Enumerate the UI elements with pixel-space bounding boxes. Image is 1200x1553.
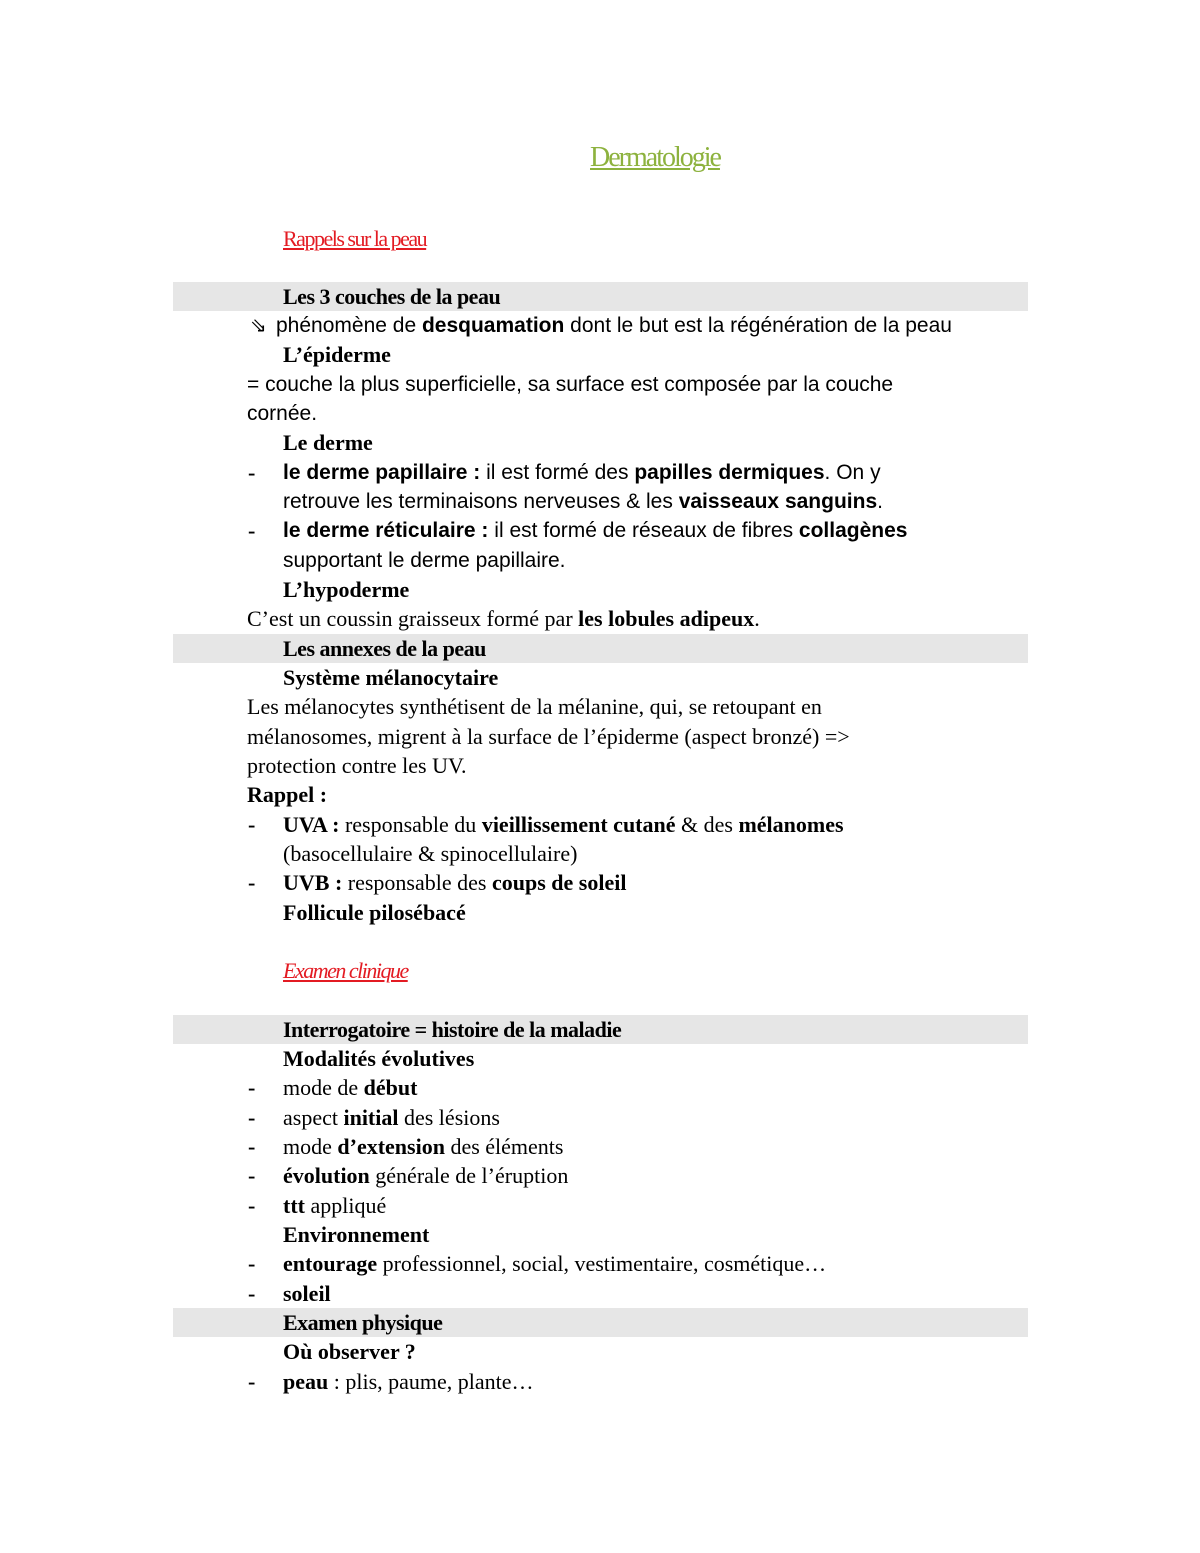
list-item — [0, 1279, 1200, 1308]
subheading-row — [0, 898, 1200, 927]
paragraph-line — [0, 839, 1200, 868]
list-item — [0, 458, 1200, 487]
text-evolution: évolution générale de l’éruption — [283, 1163, 569, 1188]
paragraph-line — [0, 487, 1200, 516]
bullet-dash: - — [248, 1369, 256, 1394]
text-hypoderme: C’est un coussin graisseux formé par les lobules adipeux. — [247, 606, 760, 631]
subheading-environnement: Environnement — [283, 1222, 430, 1247]
heading-row — [0, 1308, 1200, 1337]
list-item — [0, 1367, 1200, 1396]
section-heading-examen: Examen clinique — [283, 958, 408, 983]
text-soleil: soleil — [283, 1281, 331, 1306]
paragraph-line — [0, 546, 1200, 575]
bullet-dash: - — [248, 1075, 256, 1100]
list-item — [0, 1161, 1200, 1190]
subheading-row — [0, 1220, 1200, 1249]
bullet-dash: - — [248, 1193, 256, 1218]
bullet-dash: - — [248, 460, 256, 485]
heading-les-3-couches: Les 3 couches de la peau — [283, 284, 501, 309]
text-epiderme-2: cornée. — [247, 402, 318, 425]
paragraph-line — [0, 751, 1200, 780]
list-item — [0, 1191, 1200, 1220]
subheading-hypoderme: L’hypoderme — [283, 577, 410, 602]
text-mode-extension: mode d’extension des éléments — [283, 1134, 564, 1159]
subheading-row — [0, 575, 1200, 604]
paragraph-line — [0, 604, 1200, 633]
bullet-dash: - — [248, 518, 256, 543]
subheading-follicule: Follicule pilosébacé — [283, 900, 466, 925]
heading-interrogatoire: Interrogatoire = histoire de la maladie — [283, 1017, 622, 1042]
subheading-epiderme: L’épiderme — [283, 342, 391, 367]
heading-examen-physique: Examen physique — [283, 1310, 443, 1335]
subheading-derme: Le derme — [283, 430, 373, 455]
heading-annexes: Les annexes de la peau — [283, 636, 486, 661]
subheading-row — [0, 663, 1200, 692]
subheading-row — [0, 1337, 1200, 1366]
list-item — [0, 810, 1200, 839]
heading-row — [0, 634, 1200, 663]
document-title: Dermatologie — [590, 142, 720, 173]
subheading-row — [0, 1044, 1200, 1073]
bullet-dash: - — [248, 1105, 256, 1130]
bullet-dash: - — [248, 812, 256, 837]
bullet-dash: - — [248, 1281, 256, 1306]
text-epiderme-1: = couche la plus superficielle, sa surface est composée par la couche — [247, 373, 894, 396]
subheading-ou-observer: Où observer ? — [283, 1339, 416, 1364]
arrow-icon: ⇘ — [250, 313, 267, 337]
text-peau: peau : plis, paume, plante… — [283, 1369, 534, 1394]
list-item — [0, 516, 1200, 545]
bullet-dash: - — [248, 1251, 256, 1276]
text-uva-2: (basocellulaire & spinocellulaire) — [283, 841, 578, 866]
text-uvb: UVB : responsable des coups de soleil — [283, 870, 627, 895]
text-derme-reticulaire: le derme réticulaire : il est formé de réseaux de fibres collagènes — [283, 519, 908, 542]
paragraph-line — [0, 780, 1200, 809]
section-heading-rappels: Rappels sur la peau — [283, 226, 427, 251]
text-ttt: ttt appliqué — [283, 1193, 387, 1218]
text-mode-debut: mode de début — [283, 1075, 418, 1100]
text-melanocytes-1: Les mélanocytes synthétisent de la mélanine, qui, se retoupant en — [247, 694, 822, 719]
list-item — [0, 1249, 1200, 1278]
text-melanocytes-2: mélanosomes, migrent à la surface de l’épiderme (aspect bronzé) => — [247, 724, 850, 749]
text-derme-reticulaire-2: supportant le derme papillaire. — [283, 549, 566, 572]
bullet-dash: - — [248, 870, 256, 895]
heading-row — [0, 282, 1200, 311]
text-derme-papillaire-2: retrouve les terminaisons nerveuses & les vaisseaux sanguins. — [283, 490, 883, 513]
text-melanocytes-3: protection contre les UV. — [247, 753, 467, 778]
list-item — [0, 1132, 1200, 1161]
paragraph-line — [0, 311, 1200, 340]
text-uva: UVA : responsable du vieillissement cutané & des mélanomes — [283, 812, 844, 837]
subheading-melanocytaire: Système mélanocytaire — [283, 665, 499, 690]
text-entourage: entourage professionnel, social, vestimentaire, cosmétique… — [283, 1251, 827, 1276]
list-item — [0, 868, 1200, 897]
paragraph-line — [0, 399, 1200, 428]
text-aspect-initial: aspect initial des lésions — [283, 1105, 500, 1130]
label-rappel: Rappel : — [247, 782, 328, 807]
subheading-modalites: Modalités évolutives — [283, 1046, 475, 1071]
heading-row — [0, 1015, 1200, 1044]
paragraph-line — [0, 370, 1200, 399]
list-item — [0, 1073, 1200, 1102]
bullet-dash: - — [248, 1134, 256, 1159]
paragraph-line — [0, 722, 1200, 751]
paragraph-line — [0, 692, 1200, 721]
subheading-row — [0, 340, 1200, 369]
subheading-row — [0, 428, 1200, 457]
text-desquamation: phénomène de desquamation dont le but est la régénération de la peau — [276, 314, 952, 337]
bullet-dash: - — [248, 1163, 256, 1188]
list-item — [0, 1103, 1200, 1132]
text-derme-papillaire: le derme papillaire : il est formé des papilles dermiques. On y — [283, 461, 881, 484]
